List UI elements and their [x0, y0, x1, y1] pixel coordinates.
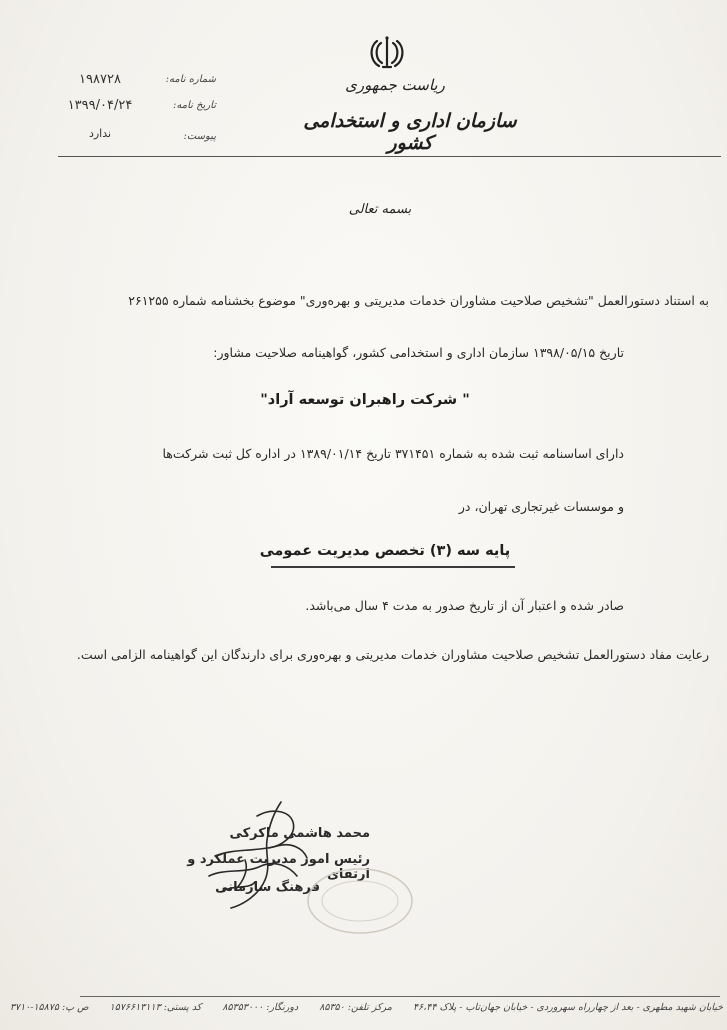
signatory-title-line-1: رئیس امور مدیریت عملکرد و ارتقای — [187, 852, 370, 882]
letter-number-label: شماره نامه: — [165, 74, 216, 85]
footer-fax: دورنگار: ۸۵۳۵۳۰۰۰ — [222, 1002, 299, 1013]
letter-date-label: تاریخ نامه: — [173, 100, 216, 111]
grade-underline — [271, 566, 515, 568]
footer-postal: کد پستی: ۱۵۷۶۶۱۳۱۱۳ — [109, 1002, 202, 1013]
body-line-2: تاریخ ۱۳۹۸/۰۵/۱۵ سازمان اداری و استخدامی کشور، گواهینامه صلاحیت مشاور: — [213, 345, 624, 360]
body-line-5: صادر شده و اعتبار آن از تاریخ صدور به مدت ۴ سال می‌باشد. — [305, 598, 624, 613]
government-title: ریاست جمهوری — [345, 76, 445, 94]
letter-number-value: ۱۹۸۷۲۸ — [79, 72, 121, 87]
emblem-icon — [367, 33, 407, 73]
signatory-title-line-2: فرهنگ سازمانی — [215, 880, 320, 895]
body-line-4: و موسسات غیرتجاری تهران، در — [458, 499, 624, 514]
basmala-heading: بسمه تعالی — [348, 202, 412, 217]
footer-extra: ص پ: ۱۵۸۷۵-۳۷۱۰ — [9, 1002, 89, 1013]
attachment-value: ندارد — [88, 127, 112, 140]
signatory-name: محمد هاشمی ماکرکی — [229, 826, 370, 841]
footer-divider — [80, 996, 720, 997]
body-line-6: رعایت مفاد دستورالعمل تشخیص صلاحیت مشاوران خدمات مدیریتی و بهره‌وری برای دارندگان این گواهینامه الزامی است. — [76, 647, 709, 662]
handwritten-signature-icon — [185, 796, 325, 916]
footer-contact — [0, 1002, 723, 1013]
footer-phone: مرکز تلفن: ۸۵۳۵۰ — [319, 1002, 392, 1013]
letter-date-value: ۱۳۹۹/۰۴/۲۴ — [67, 98, 133, 113]
footer-address: خیابان شهید مطهری - بعد از چهارراه سهروردی - خیابان جهان‌تاب - پلاک ۴۶،۴۴ — [412, 1002, 723, 1013]
organization-name: سازمان اداری و استخدامی کشور — [303, 110, 517, 154]
attachment-label: پیوست: — [183, 131, 216, 142]
header-divider — [58, 156, 721, 157]
company-name: " شرکت راهبران توسعه آراد" — [260, 392, 470, 408]
certificate-grade: پایه سه (۳) تخصص مدیریت عمومی — [259, 543, 511, 559]
body-line-3: دارای اساسنامه ثبت شده به شماره ۳۷۱۴۵۱ تاریخ ۱۳۸۹/۰۱/۱۴ در اداره کل ثبت شرکت‌ها — [162, 446, 624, 461]
body-line-1: به استناد دستورالعمل "تشخیص صلاحیت مشاوران خدمات مدیریتی و بهره‌وری" موضوع بخشنامه شماره ۲۶۱۲۵۵ — [128, 293, 709, 308]
